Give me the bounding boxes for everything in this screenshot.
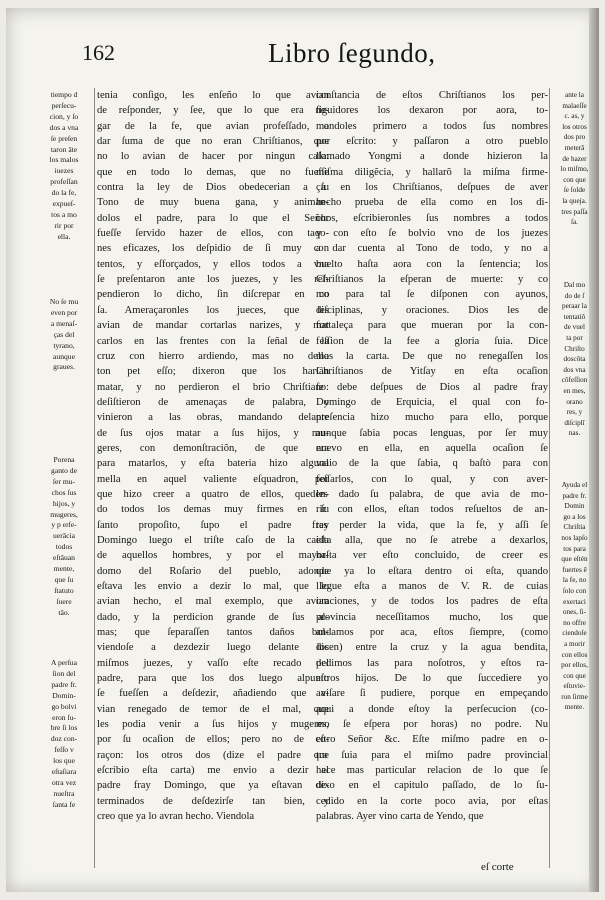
marginal-note-line: expueſ- <box>52 199 76 209</box>
marginal-note-line: ante la <box>565 91 584 99</box>
marginal-note-line: malaeſſe <box>562 101 587 110</box>
text-line: Domingo de Erquicia, el qual con fo- <box>316 396 548 408</box>
text-line: tentos, y eſforçados, y ellos todos a vna <box>97 258 329 270</box>
marginal-note-line: padre fr. <box>562 491 587 500</box>
marginal-note-line: c. as, y <box>564 112 585 121</box>
marginal-note-line: ron ſirme <box>561 692 588 701</box>
text-line: geres, con demonſtraciõn, de que era <box>97 442 329 454</box>
text-line: que en todo lo demas, que no fueſſe <box>97 166 329 178</box>
marginal-note-line: ſuere <box>56 596 72 606</box>
marginal-note <box>36 90 92 243</box>
text-line: no lo avian de hacer por ningun caſo: <box>97 151 329 163</box>
text-line: oraciones, y de todos los padres de eſta <box>316 596 548 608</box>
marginal-note <box>553 480 596 713</box>
text-line: valio de la que ſabia, q baſtò para con <box>316 458 548 470</box>
text-line: ſa. Ameraçaronles los jueces, que les <box>97 304 329 316</box>
left-margin-divider <box>94 88 95 868</box>
marginal-note-line: tres paſſa <box>561 207 588 216</box>
marginal-note-line: tos a mo <box>51 209 77 219</box>
text-line: eſta alla, que no ſe atrebe a dexarlos, <box>316 534 548 546</box>
marginal-note-line: Ayuda el <box>561 481 588 489</box>
marginal-note-line: no offre <box>563 618 586 627</box>
text-line: mo ſe eſpera por horas) no podre. Nu <box>316 719 548 731</box>
marginal-note-line: ones, ſi- <box>562 608 587 617</box>
marginal-note-line: que ſu <box>54 574 74 584</box>
text-line: nuevo en ella, en aquella ocaſion ſe <box>316 442 548 454</box>
text-line: gar de la fe, que avian profeſſado, o <box>97 120 329 132</box>
text-line: preſencia hizo mucho para ello, porque <box>316 412 548 424</box>
marginal-note-line: ſanta fe <box>52 799 76 809</box>
marginal-note-line: Domin- <box>52 690 76 700</box>
marginal-note <box>36 658 92 811</box>
text-line: ça en los Chriſtianos, deſpues de aver <box>316 182 548 194</box>
marginal-note-line: exertaci <box>563 597 586 606</box>
text-line: domo del Roſario del pueblo, adonde <box>97 565 329 577</box>
marginal-note-line: go bolvi <box>51 701 77 711</box>
marginal-note-line: con que <box>563 175 586 184</box>
marginal-note-line: perſecu- <box>51 100 77 110</box>
text-line: contra la ley de Dios obedecerian a ſu <box>97 182 329 194</box>
marginal-note-line: eſtãuan <box>53 553 75 563</box>
marginal-note-line: do de ſ <box>564 291 585 300</box>
text-line: buelto haſta aora con la ſentencia; los <box>316 258 548 270</box>
text-line: cedido en la corte poco avia, por eſtas <box>316 795 548 807</box>
text-line: nes eficazes, los deſpidio de ſi muy con <box>97 243 329 255</box>
marginal-note-line: chos ſus <box>51 487 77 497</box>
text-line: fueſſe ſervido hazer de ellos, con taqo- <box>97 228 329 240</box>
marginal-note-line: A perſua <box>51 658 77 667</box>
text-line: palabras. Ayer vino carta de Yendo, que <box>316 811 484 823</box>
marginal-note-line: ſe preſen <box>50 133 78 143</box>
text-line: aviſare ſi pudiere, porque en empeçando <box>316 688 548 700</box>
marginal-note-line: do la fe, <box>51 188 77 198</box>
marginal-note-line: feſſo v <box>54 745 74 755</box>
marginal-note-line: ganto de <box>51 465 77 475</box>
marginal-note-line: eſtuvie- <box>563 682 586 691</box>
text-line: cruz con hierro ardiendo, mas no dello <box>97 350 329 362</box>
text-line: pedimos las para noſotros, y eſtos ra- <box>316 657 548 669</box>
text-line: de reſponder, y ſee, que lo que era ne- <box>97 105 329 117</box>
marginal-note <box>553 280 596 439</box>
marginal-note-line: los que <box>53 756 75 766</box>
marginal-note-line: uerãcia <box>53 531 75 541</box>
text-line: avian hecho, el mal exemplo, que avian <box>97 596 329 608</box>
text-line: dicen) entre la cruz y la agua bendita, <box>316 642 548 654</box>
text-line: Chriſtianos de Yitſay en eſta ocaſion <box>316 366 548 378</box>
marginal-note-line: orano <box>566 397 583 406</box>
marginal-note-line: los malos <box>49 155 79 165</box>
text-line: terminados de deſdezirſe tan bien, y <box>97 795 329 807</box>
marginal-note-line: Domin <box>564 502 585 511</box>
marginal-note-line: ſtatuto <box>54 585 74 595</box>
marginal-note-line: tos para <box>563 544 586 553</box>
text-line: eſtros hijos. De lo que ſuccediere yo <box>316 673 548 685</box>
marginal-note-line: tiempo d <box>50 90 78 99</box>
marginal-note-line: los otros <box>562 122 587 131</box>
text-line: de ſus ojos matar a ſus hijos, y mu- <box>97 427 329 439</box>
marginal-note-line: ſa. <box>571 218 578 227</box>
marginal-note-line: con ellos <box>561 650 588 659</box>
text-line: eſcribio eſta carta) me envio a dezir el <box>97 765 329 777</box>
text-line: do todos los demas muy firmes en ſu <box>97 504 329 516</box>
marginal-note-line: iuezes <box>54 166 74 176</box>
marginal-note-line: eſtaſiara <box>51 767 77 777</box>
text-line: avian de mandar cortarlas narizes, y mat <box>97 320 329 332</box>
text-line: y con eſto ſe bolvio vno de los juezes <box>316 228 548 240</box>
marginal-note-line: nas. <box>568 429 581 438</box>
text-line: ſanto propoſito, ſupo el padre fray <box>97 519 329 531</box>
marginal-note-line: peraar la <box>562 302 587 311</box>
marginal-note-line: a menaſ- <box>50 318 78 328</box>
marginal-note-line: Porena <box>53 455 75 464</box>
page-header <box>6 38 599 78</box>
marginal-note-line: ças del <box>53 329 75 339</box>
text-column-left <box>97 88 329 825</box>
text-line: de aquellos hombres, y por el mayor- <box>97 550 329 562</box>
text-line: Domingo luego el triſte caſo de la caida <box>97 534 329 546</box>
text-line: que ya lo eſtara dentro oi eſta, quando <box>316 565 548 577</box>
text-line: aunque ſabia pocas lenguas, por ſer muy <box>316 427 548 439</box>
text-line: mas la carta. De que no renegaſſen los <box>316 350 548 362</box>
text-line: provincia neceſſitamos mucho, los que <box>316 611 548 623</box>
marginal-note-line: tyrano, <box>53 340 75 350</box>
text-line: ton pet eſſo; dixeron que los harian <box>97 366 329 378</box>
text-line: ſe debe deſpues de Dios al padre fray <box>316 381 548 393</box>
page-number: 162 <box>82 40 115 65</box>
marginal-note-line: nueſtra <box>53 788 75 798</box>
text-line: padre fray Domingo, que ya eſtavan de- <box>97 780 329 792</box>
text-line: a dar cuenta al Tono de todo, y no a <box>316 243 548 255</box>
book-page <box>6 8 599 892</box>
marginal-note-line: meterã <box>564 143 585 152</box>
text-line: viendoſe a dezdezir luego delante los <box>97 642 329 654</box>
text-line: mo para tal ſe diſponen con ayunos, <box>316 289 548 301</box>
marginal-note-line: ſolo con <box>562 586 587 595</box>
text-line: Tono de muy buena gana, y animan- <box>97 197 329 209</box>
text-line: miſma diligẽcia, y hallarõ la miſma firme- <box>316 166 548 178</box>
text-line: mandoles primero a todos ſus nombres <box>316 120 548 132</box>
marginal-note-line: otra vez <box>51 777 77 787</box>
marginal-note-line: padre fr. <box>51 679 77 689</box>
marginal-note-line: la fe, no <box>562 576 587 585</box>
marginal-note-line: taron ãte <box>50 144 78 154</box>
marginal-note-line: mente, <box>53 564 75 574</box>
marginal-note-line: doz con- <box>50 734 78 744</box>
text-line: mella en aquel valiente eſquadron, por <box>97 473 329 485</box>
text-line: mas; que ſeparaſſen tantos daños bol- <box>97 627 329 639</box>
marginal-note-line: dos a vna <box>49 122 79 132</box>
text-line: les dado ſu palabra, de que avia de mo- <box>316 488 548 500</box>
text-line: pendieron lo dicho, ſin diſcrepar en co <box>97 289 329 301</box>
marginal-note-line: tão. <box>58 607 70 617</box>
text-line: rir con ellos, eſtan todos reſueltos de an- <box>316 504 548 516</box>
marginal-note-line: rir por <box>54 220 74 230</box>
marginal-note-line: cõfeſſion <box>561 376 588 385</box>
marginal-note-line: y p erſe- <box>51 520 77 530</box>
marginal-note-line: go a los <box>563 512 586 521</box>
marginal-note-line: que eſtén <box>561 555 588 564</box>
marginal-note-line: en mes, <box>563 386 586 395</box>
text-line: carlos en las frentes con la ſeñal de la <box>97 335 329 347</box>
text-line: raçon: los otros dos (dize el padre que <box>97 749 329 761</box>
marginal-note-line: dos pro <box>563 133 586 142</box>
marginal-note-line: de hazer <box>562 154 587 163</box>
marginal-note-line: Chriſtia <box>563 523 586 532</box>
text-line: dolos el padre, para lo que el Señor <box>97 212 329 224</box>
text-line: feſſion de la fee a gloria ſuia. Dice <box>316 335 548 347</box>
text-line: tra ſuia para el miſmo padre provincial <box>316 749 548 761</box>
marginal-note-line: graues. <box>53 362 75 372</box>
marginal-note-line: profeſſan <box>50 177 78 187</box>
text-line: ſe preſentaron ante los juezes, y les reſ- <box>97 274 329 286</box>
marginal-note-line: con que <box>563 671 586 680</box>
marginal-note-line: a morir <box>564 639 585 648</box>
text-line: ſiguidores los dexaron por aora, to- <box>316 105 548 117</box>
text-line: haſta ver eſto concluido, de creer es <box>316 550 548 562</box>
catchword: eſ corte <box>481 861 514 873</box>
text-line: para matarlos, y eſta bateria hizo alguna <box>97 458 329 470</box>
text-line: hecho prueba de ella como en los di- <box>316 197 548 209</box>
marginal-note-line: tentatiõ <box>563 312 586 321</box>
text-line: dar ſuma de que no eran Chriſtianos, que <box>97 136 329 148</box>
marginal-note-line: nos lapſo <box>561 533 588 542</box>
marginal-note-line: fuertes ẽ <box>562 565 587 574</box>
marginal-note <box>36 455 92 619</box>
marginal-note-line: ta por <box>566 333 583 342</box>
text-line: matar, y no perdieron el brio Chriſtiano: <box>97 381 329 393</box>
marginal-note-line: diſciplĩ <box>564 418 585 427</box>
marginal-note-line: por ellos, <box>561 661 588 670</box>
marginal-note-line: even por <box>50 307 78 317</box>
marginal-note-line: ſer mu- <box>52 476 76 486</box>
text-line: les podia venir a ſus hijos y mugeres, <box>97 719 329 731</box>
text-line: creo que ya lo avran hecho. Viendola <box>97 811 255 823</box>
marginal-note <box>36 297 92 373</box>
marginal-note-line: mente. <box>564 703 585 712</box>
text-line: eſtava les envio a dezir lo mal, que lo <box>97 581 329 592</box>
text-line: fortaleça para que mueran por la con- <box>316 320 548 332</box>
text-line: eſtro Señor &c. Eſte miſmo padre en o- <box>316 734 548 746</box>
text-line: andamos por aca, eſtos ſiempre, (como <box>316 627 548 639</box>
marginal-note-line: todos <box>55 542 73 552</box>
marginal-note-line: Chriſto <box>564 344 585 353</box>
text-line: padre, para que los dos luego alpunto <box>97 673 329 685</box>
marginal-note-line: No ſe mu <box>49 297 79 306</box>
text-line: por ſu ocaſion de ellos; pero no de co- <box>97 734 329 746</box>
marginal-note-line: ella. <box>57 231 71 241</box>
marginal-note-line: ſion del <box>52 668 76 678</box>
marginal-note-line: de vuel <box>564 323 585 332</box>
text-line: diſciplinas, y oraciones. Dios les de <box>316 304 548 316</box>
marginal-note-line: bre ſi los <box>50 723 78 733</box>
text-line: hace mas particular relacion de lo que ſe <box>316 765 548 777</box>
marginal-note-line: ciendoſe <box>562 629 587 638</box>
running-title: Libro ſegundo, <box>268 38 436 68</box>
text-line: llamado Yongmi a donde hizieron la <box>316 151 548 163</box>
text-line: deſiſtieron de amenaças de palabra, y <box>97 396 329 408</box>
right-margin-divider <box>549 88 550 868</box>
marginal-note-line: doscõta <box>563 355 586 364</box>
marginal-note-line: lo miſmo, <box>560 165 589 174</box>
marginal-note-line: aunque <box>53 351 75 361</box>
marginal-note-line: eron ſu- <box>52 712 76 722</box>
text-line: conſtancia de eſtos Chriſtianos los per- <box>316 90 548 101</box>
text-line: llegue eſta a manos de V. R. de cuias <box>316 581 548 592</box>
text-line: Chriſtianos la eſperan de muerte: y co <box>316 274 548 286</box>
marginal-note-line: Dal mo <box>563 281 586 289</box>
marginal-note-line: res, y <box>566 408 583 417</box>
text-line: ſe fueſſen a deſdezir, añadiendo que a- <box>97 688 329 700</box>
text-line: aqui a donde eſtoy la perſecucion (co- <box>316 703 548 715</box>
text-line: que hizo creer a quatro de ellos, queden- <box>97 488 329 500</box>
marginal-note-line: hijos, y <box>52 498 76 508</box>
text-line: vian renegado de temor de el mal, que <box>97 703 329 715</box>
marginal-note-line: mugeres, <box>50 509 78 519</box>
text-line: vinieron a las obras, mandando delante <box>97 412 329 424</box>
marginal-note-line: cion, y ſo <box>49 111 79 121</box>
text-line: dado, y la perdicion grande de ſus al- <box>97 611 329 623</box>
text-line: tenia conſigo, les enſeño lo que avian <box>97 90 329 101</box>
text-line: por eſcrito: y paſſaron a otro pueblo <box>316 136 548 148</box>
marginal-note <box>553 90 596 228</box>
text-line: dixo en el capitulo paſſado, de lo ſu- <box>316 780 548 792</box>
marginal-note-line: dos vna <box>563 365 586 374</box>
text-line: miſmos juezes, y vaſſo eſte recado del <box>97 657 329 669</box>
text-line: chos, eſcribieronles ſus nombres a todos <box>316 212 548 224</box>
text-column-right <box>316 88 548 825</box>
marginal-note-line: ſe ſolde <box>563 186 586 195</box>
text-line: tes perder la vida, que la fe, y aſſi ſe <box>316 519 548 531</box>
text-line: feſſarlos, con lo qual, y con aver- <box>316 473 548 485</box>
marginal-note-line: la queja. <box>562 196 587 205</box>
